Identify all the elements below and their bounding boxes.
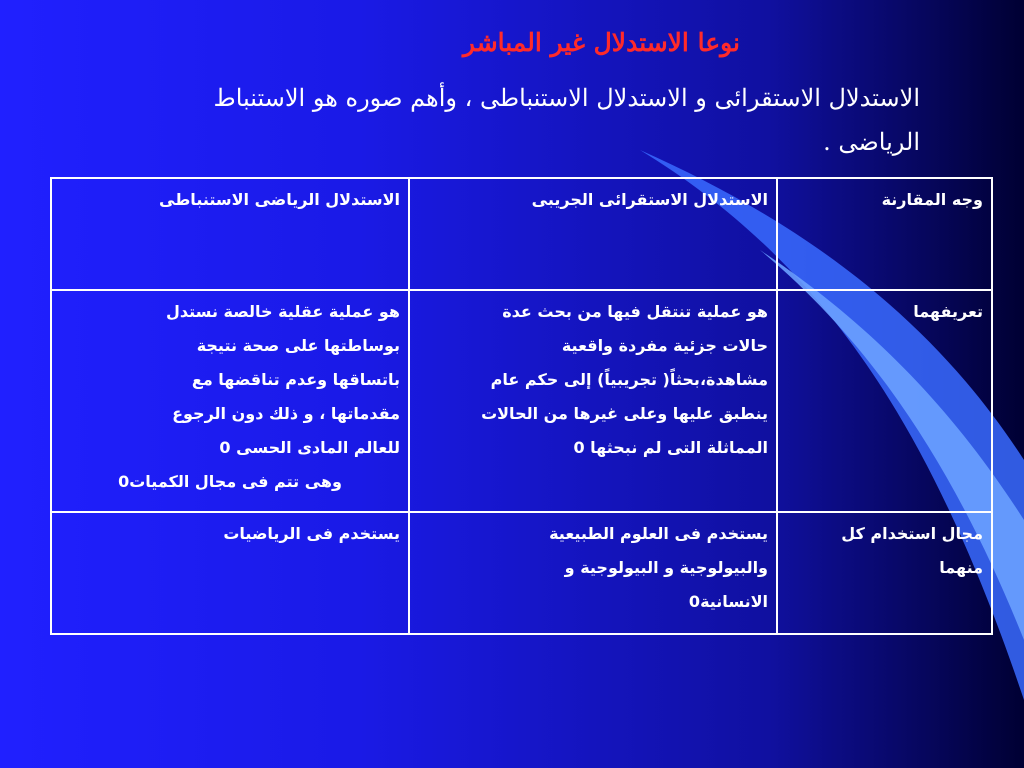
definition-inductive-line-5: المماثلة التى لم نبحثها 0	[573, 438, 768, 457]
intro-line-1: الاستدلال الاستقرائى و الاستدلال الاستنباطى ، وأهم صوره هو الاستنباط	[213, 84, 920, 112]
intro-line-2: الرياضى .	[823, 128, 920, 156]
slide-title: نوعا الاستدلال غير المباشر	[462, 28, 740, 57]
intro-text	[120, 76, 920, 164]
usage-inductive-line-2: والبيولوجية و البيولوجية و	[564, 558, 768, 577]
usage-deductive-cell: يستخدم فى الرياضيات	[51, 512, 409, 634]
table-row	[51, 290, 992, 512]
usage-aspect-cell	[777, 512, 992, 634]
header-aspect-cell: وجه المقارنة	[777, 178, 992, 290]
comparison-table	[50, 177, 993, 635]
table-row	[51, 178, 992, 290]
definition-inductive-cell	[409, 290, 777, 512]
definition-deductive-line-2: بوساطتها على صحة نتيجة	[196, 336, 400, 355]
definition-inductive-line-2: حالات جزئية مفردة واقعية	[561, 336, 768, 355]
usage-inductive-line-1: يستخدم فى العلوم الطبيعية	[549, 524, 768, 543]
definition-deductive-line-6: وهى تتم فى مجال الكميات0	[118, 472, 342, 491]
definition-deductive-line-1: هو عملية عقلية خالصة نستدل	[166, 302, 400, 321]
usage-inductive-line-3: الانسانية0	[688, 592, 768, 611]
definition-aspect-cell: تعريفهما	[777, 290, 992, 512]
definition-inductive-line-4: ينطبق عليها وعلى غيرها من الحالات	[481, 404, 768, 423]
definition-deductive-line-3: باتساقها وعدم تناقضها مع	[191, 370, 400, 389]
definition-deductive-line-5: للعالم المادى الحسى 0	[219, 438, 400, 457]
usage-aspect-line-2: منهما	[939, 558, 983, 577]
definition-deductive-cell	[51, 290, 409, 512]
usage-aspect-line-1: مجال استخدام كل	[841, 524, 983, 543]
table-row	[51, 512, 992, 634]
header-inductive-cell: الاستدلال الاستقرائى الجريبى	[409, 178, 777, 290]
definition-deductive-line-4: مقدماتها ، و ذلك دون الرجوع	[172, 404, 400, 423]
usage-inductive-cell	[409, 512, 777, 634]
definition-inductive-line-3: مشاهدة،بحثاً( تجريبياً) إلى حكم عام	[490, 370, 768, 389]
definition-inductive-line-1: هو عملية تنتقل فيها من بحث عدة	[502, 302, 768, 321]
header-deductive-cell: الاستدلال الرياضى الاستنباطى	[51, 178, 409, 290]
